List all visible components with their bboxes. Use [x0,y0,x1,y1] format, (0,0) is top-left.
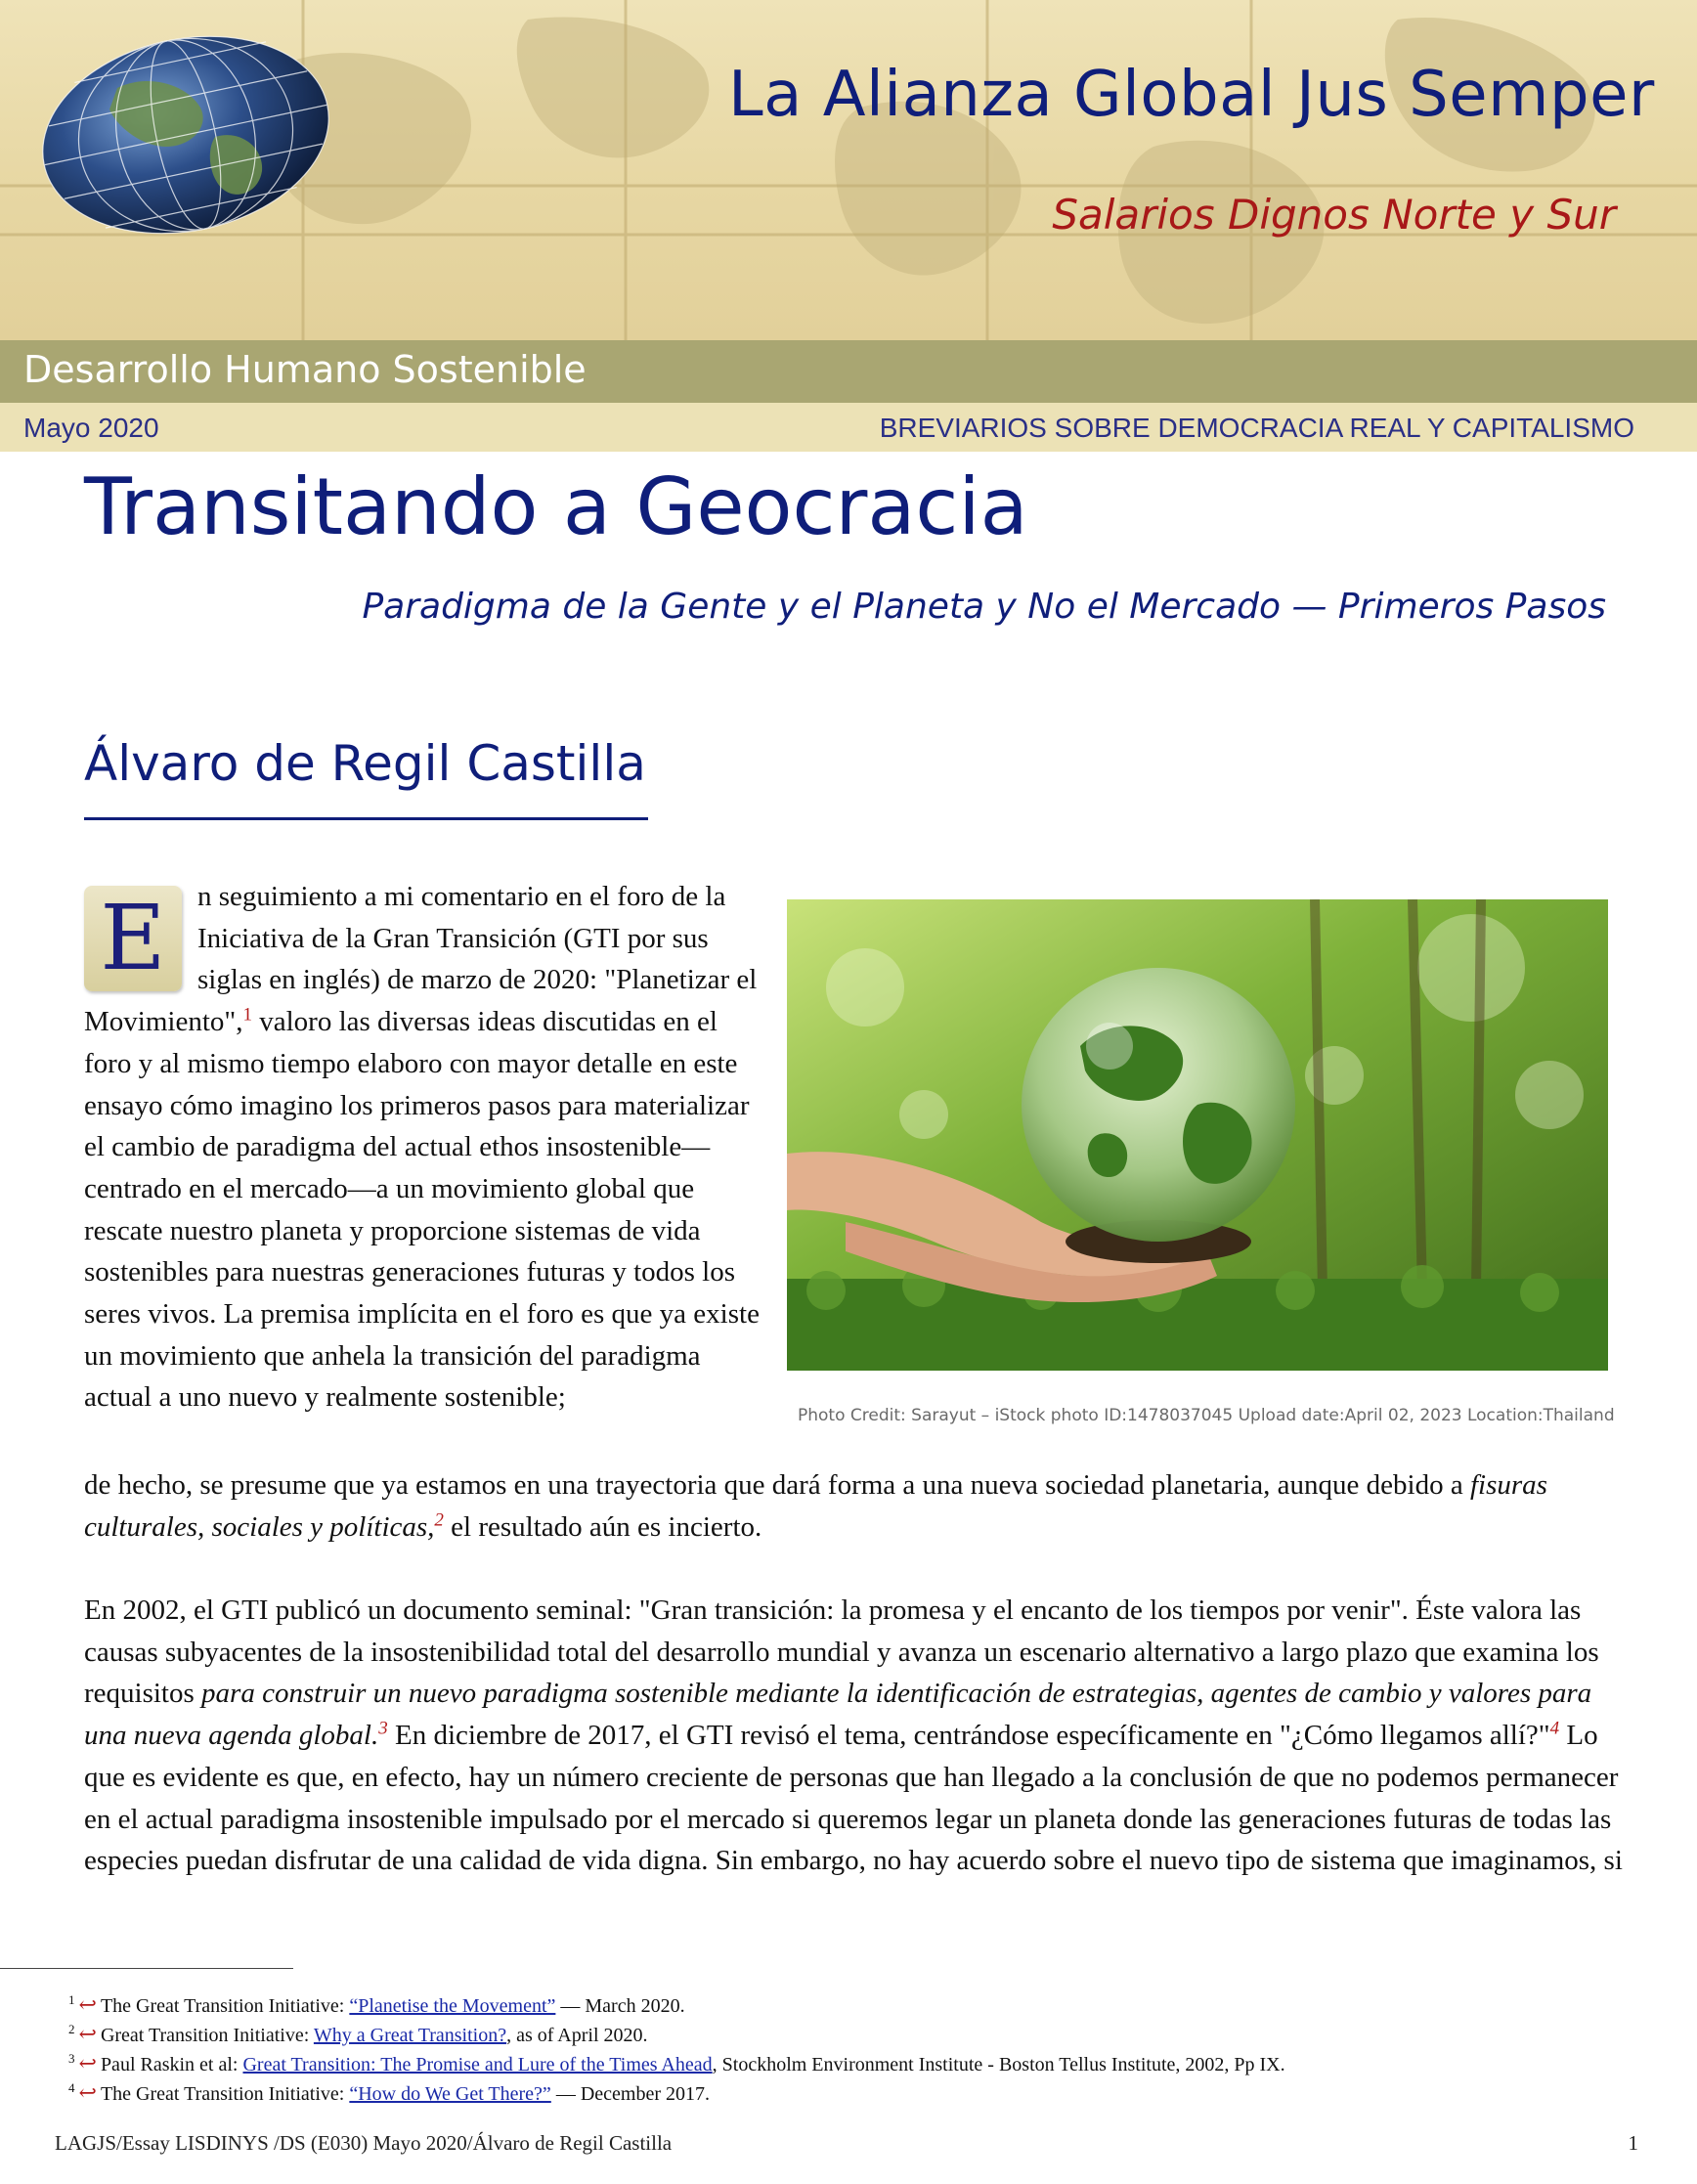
page-footer: LAGJS/Essay LISDINYS /DS (E030) Mayo 2020/Álvaro de Regil Castilla [55,2131,673,2155]
footnote-ref-4[interactable]: 4 [1549,1718,1560,1739]
return-arrow-icon[interactable]: ↩ [78,2080,97,2105]
drop-cap: E [84,886,182,991]
footnote-ref-1[interactable]: 1 [242,1004,252,1026]
footnote-link[interactable]: “Planetise the Movement” [349,1995,556,2017]
footnote-number: 1 [68,1992,75,2008]
footnote-item [68,2020,1652,2049]
globe-logo-icon [24,11,347,258]
world-map-background [0,0,1697,340]
footnote-link[interactable]: Great Transition: The Promise and Lure of the Times Ahead [242,2054,713,2075]
footnote-link[interactable]: “How do We Get There?” [349,2083,551,2105]
footnote-number: 3 [68,2051,75,2067]
footnote-ref-3[interactable]: 3 [378,1718,388,1739]
para2-text-b: En diciembre de 2017, el GTI revisó el tema, centrándose específicamente en "¿Cómo llegamos allí?" [387,1720,1550,1752]
second-paragraph [84,1590,1629,1882]
footnote-text: Great Transition Initiative: [100,2025,314,2046]
page-subtitle: Paradigma de la Gente y el Planeta y No el Mercado — Primeros Pasos [362,587,1606,627]
page-title: Transitando a Geocracia [84,461,1028,552]
footnote-text-end: — December 2017. [550,2083,710,2105]
section-label: Desarrollo Humano Sostenible [23,348,587,391]
footnote-link[interactable]: Why a Great Transition? [313,2025,507,2046]
intro-text-d: el resultado aún es incierto. [443,1510,762,1543]
intro-text-italic: fisuras culturales, sociales y políticas, [84,1469,1547,1543]
footnote-item [68,1990,1652,2020]
para2-text-italic: para construir un nuevo paradigma sostenible mediante la identificación de estrategias, agentes de cambio y valores para una nueva agenda global. [84,1678,1592,1752]
organization-title: La Alianza Global Jus Semper [728,59,1655,131]
footnote-text-end: , Stockholm Environment Institute - Boston Tellus Institute, 2002, Pp IX. [712,2054,1285,2075]
intro-text-a: n seguimiento a mi comentario en el foro de la Iniciativa de la Gran Transición (GTI por sus siglas en inglés) de marzo de 2020: "Planetizar el Movimiento", [84,881,758,1038]
series-label: BREVIARIOS SOBRE DEMOCRACIA REAL Y CAPITALISMO [879,413,1634,443]
footnote-text: The Great Transition Initiative: [100,2083,350,2105]
return-arrow-icon[interactable]: ↩ [78,2051,97,2075]
footnote-number: 4 [68,2080,75,2096]
footnote-number: 2 [68,2022,75,2037]
intro-text-b: valoro las diversas ideas discutidas en el foro y al mismo tiempo elaboro con mayor detalle en este ensayo cómo imagino los primeros pasos para materializar el cambio de paradigma del actual ethos insostenible—centrado en el mercado—a un movimiento global que rescate nuestro planeta y proporcione sistemas de vida sostenibles para nuestras generaciones futuras y todos los seres vivos. La premisa implícita en el foro es que ya existe un movimiento que anhela la transición del paradigma actual a uno nuevo y realmente sostenible; [84,1006,760,1414]
globe-in-hands-photo [787,899,1608,1371]
footnote-item [68,2049,1652,2078]
issue-date: Mayo 2020 [23,413,159,443]
footnote-text-end: — March 2020. [555,1995,685,2017]
section-band [0,340,1697,403]
footnote-text: The Great Transition Initiative: [100,1995,350,2017]
footnote-text-end: , as of April 2020. [506,2025,648,2046]
organization-tagline: Salarios Dignos Norte y Sur [1052,191,1616,239]
photo-credit: Photo Credit: Sarayut – iStock photo ID:1478037045 Upload date:April 02, 2023 Location:Thailand [798,1406,1615,1425]
footnote-ref-2[interactable]: 2 [434,1509,444,1531]
footnote-separator [0,1968,293,1969]
author-underline [84,817,648,820]
author-name: Álvaro de Regil Castilla [84,735,646,792]
header-banner [0,0,1697,340]
footnote-item [68,2078,1652,2108]
return-arrow-icon[interactable]: ↩ [78,2022,97,2046]
intro-paragraph [84,876,768,1419]
photo-illustration [787,899,1608,1371]
para2-text-c: Lo que es evidente es que, en efecto, hay un número creciente de personas que han llegado a la conclusión de que no podemos permanecer en el actual paradigma insostenible impulsado por el mercado si queremos legar un planeta donde las generaciones futuras de todas las especies puedan disfrutar de una calidad de vida digna. Sin embargo, no hay acuerdo sobre el nuevo tipo de sistema que imaginamos, si [84,1720,1623,1877]
page-number: 1 [1628,2131,1638,2155]
issue-band [0,403,1697,452]
return-arrow-icon[interactable]: ↩ [78,1992,97,2017]
intro-text-c: de hecho, se presume que ya estamos en una trayectoria que dará forma a una nueva sociedad planetaria, aunque debido a [84,1469,1470,1501]
footnote-text: Paul Raskin et al: [100,2054,243,2075]
footnotes-list [68,1990,1652,2108]
para2-text-a: En 2002, el GTI publicó un documento seminal: "Gran transición: la promesa y el encanto de los tiempos por venir". Éste valora las causas subyacentes de la insostenibilidad total del desarrollo mundial y avanza un escenario alternativo a largo plazo que examina los requisitos [84,1594,1599,1710]
intro-paragraph-continued [84,1464,1629,1548]
